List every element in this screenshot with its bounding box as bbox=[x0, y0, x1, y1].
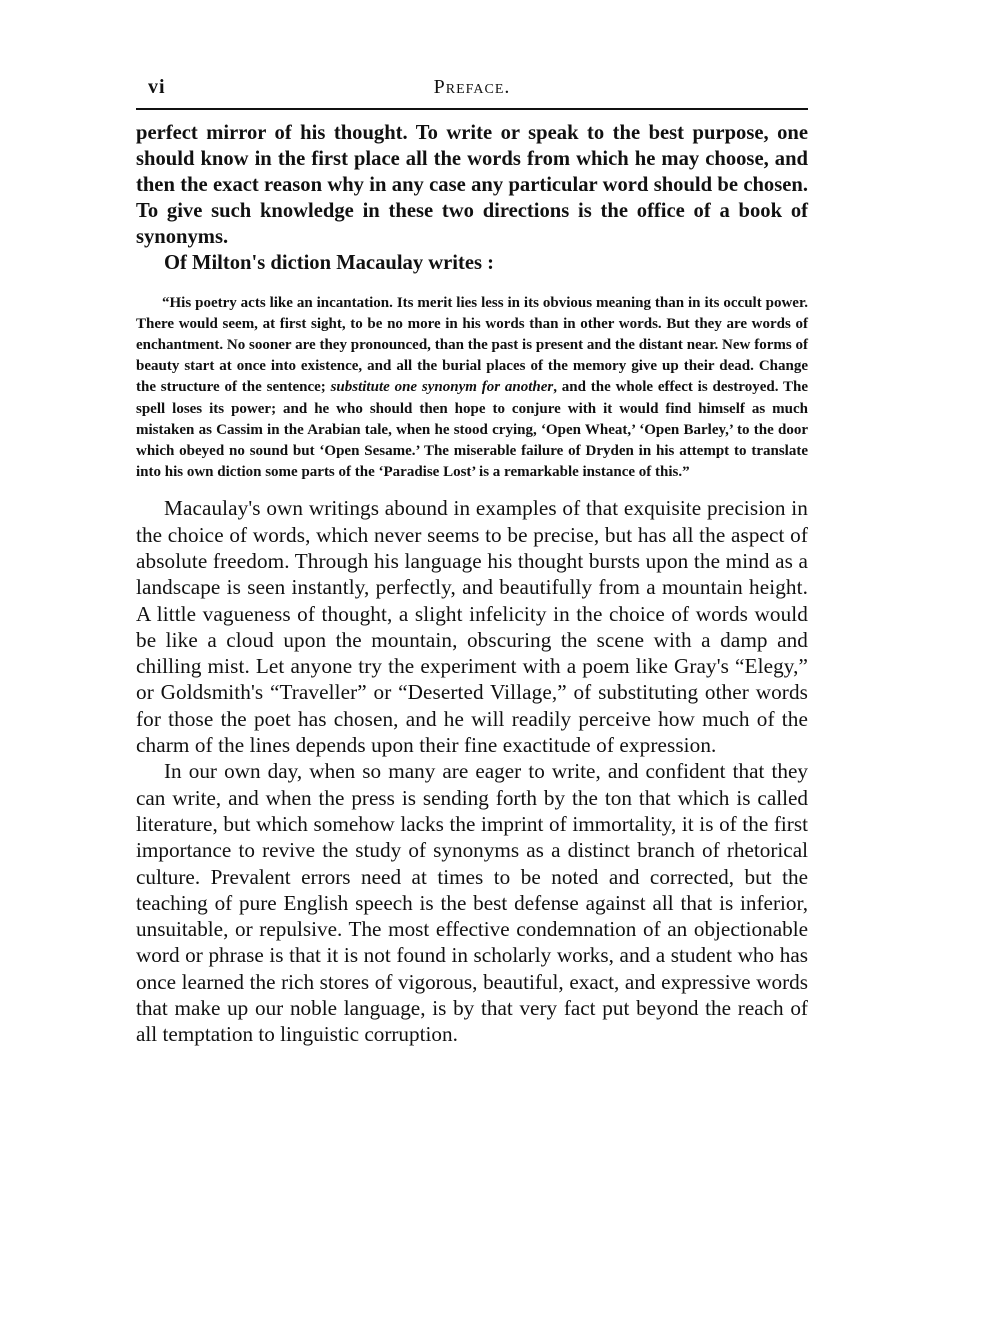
quote-text-part-1: “His poetry acts like an incantation. Its merit lies less in its obvious meaning than in its occult power. There would seem, at first sight, to be no more in his words than in other words. But they are words of enchantment. No sooner are they pronounced, than the past is present and the distant near. New forms of beauty start at once into existence, and all the burial places of the memory give up their dead. Change the structure of the sentence; bbox=[136, 294, 808, 396]
running-title: Preface. bbox=[433, 76, 511, 98]
book-page bbox=[136, 68, 808, 1048]
body-text bbox=[136, 120, 808, 1048]
page-number: vi bbox=[148, 76, 166, 98]
paragraph-own-day: In our own day, when so many are eager to write, and confident that they can write, and when the press is sending forth by the ton that which is called literature, but which somehow lacks the imprint of immortality, it is of the first importance to revive the study of synonyms as a distinct branch of rhetorical culture. Prevalent errors need at times to be noted and corrected, but the teaching of pure English speech is the best defense against all that is inferior, unsuitable, or repulsive. The most effective condemnation of an objectionable word or phrase is that it is not found in scholarly works, and a student who has once learned the rich stores of vigorous, beautiful, exact, and expressive words that make up our noble language, is by that very fact put beyond the reach of all temptation to linguistic corruption. bbox=[136, 759, 808, 1047]
header-rule bbox=[136, 108, 808, 110]
paragraph-block-macaulay bbox=[136, 495, 808, 758]
paragraph-continuation: perfect mirror of his thought. To write or speak to the best purpose, one should know in the first place all the words from which he may choose, and then the exact reason why in any case any particular word should be chosen. To give such knowledge in these two directions is the office of a book of synonyms. bbox=[136, 122, 808, 249]
quote-text-part-2: , and the whole effect is destroyed. The spell loses its power; and he who should then hope to conjure with it would find himself as much mistaken as Cassim in the Arabian tale, when he stood crying, ‘Open Wheat,’ ‘Open Barley,’ to the door which obeyed no sound but ‘Open Sesame.’ The miserable failure of Dryden in his attempt to translate into his own diction some parts of the ‘Paradise Lost’ is a remarkable instance of this.” bbox=[136, 379, 808, 481]
paragraph-quote-intro: Of Milton's diction Macaulay writes : bbox=[164, 252, 495, 275]
paragraph-block-own-day bbox=[136, 758, 808, 1047]
quote-italic-phrase: substitute one synonym for another bbox=[330, 379, 554, 396]
paragraph-macaulay: Macaulay's own writings abound in examples of that exquisite precision in the choice of words, which never seems to be precise, but has all the aspect of absolute freedom. Through his language his thought bursts upon the mind as a landscape is seen instantly, perfectly, and beautifully from a mountain height. A little vagueness of thought, a slight infelicity in the choice of words would be like a cloud upon the mountain, obscuring the scene with a damp and chilling mist. Let anyone try the experiment with a poem like Gray's “Elegy,” or Goldsmith's “Traveller” or “Deserted Village,” of substituting other words for those the poet has chosen, and he will readily perceive how much of the charm of the lines depends upon their fine exactitude of expression. bbox=[136, 496, 808, 758]
block-quote bbox=[136, 293, 808, 484]
running-head bbox=[136, 68, 808, 104]
